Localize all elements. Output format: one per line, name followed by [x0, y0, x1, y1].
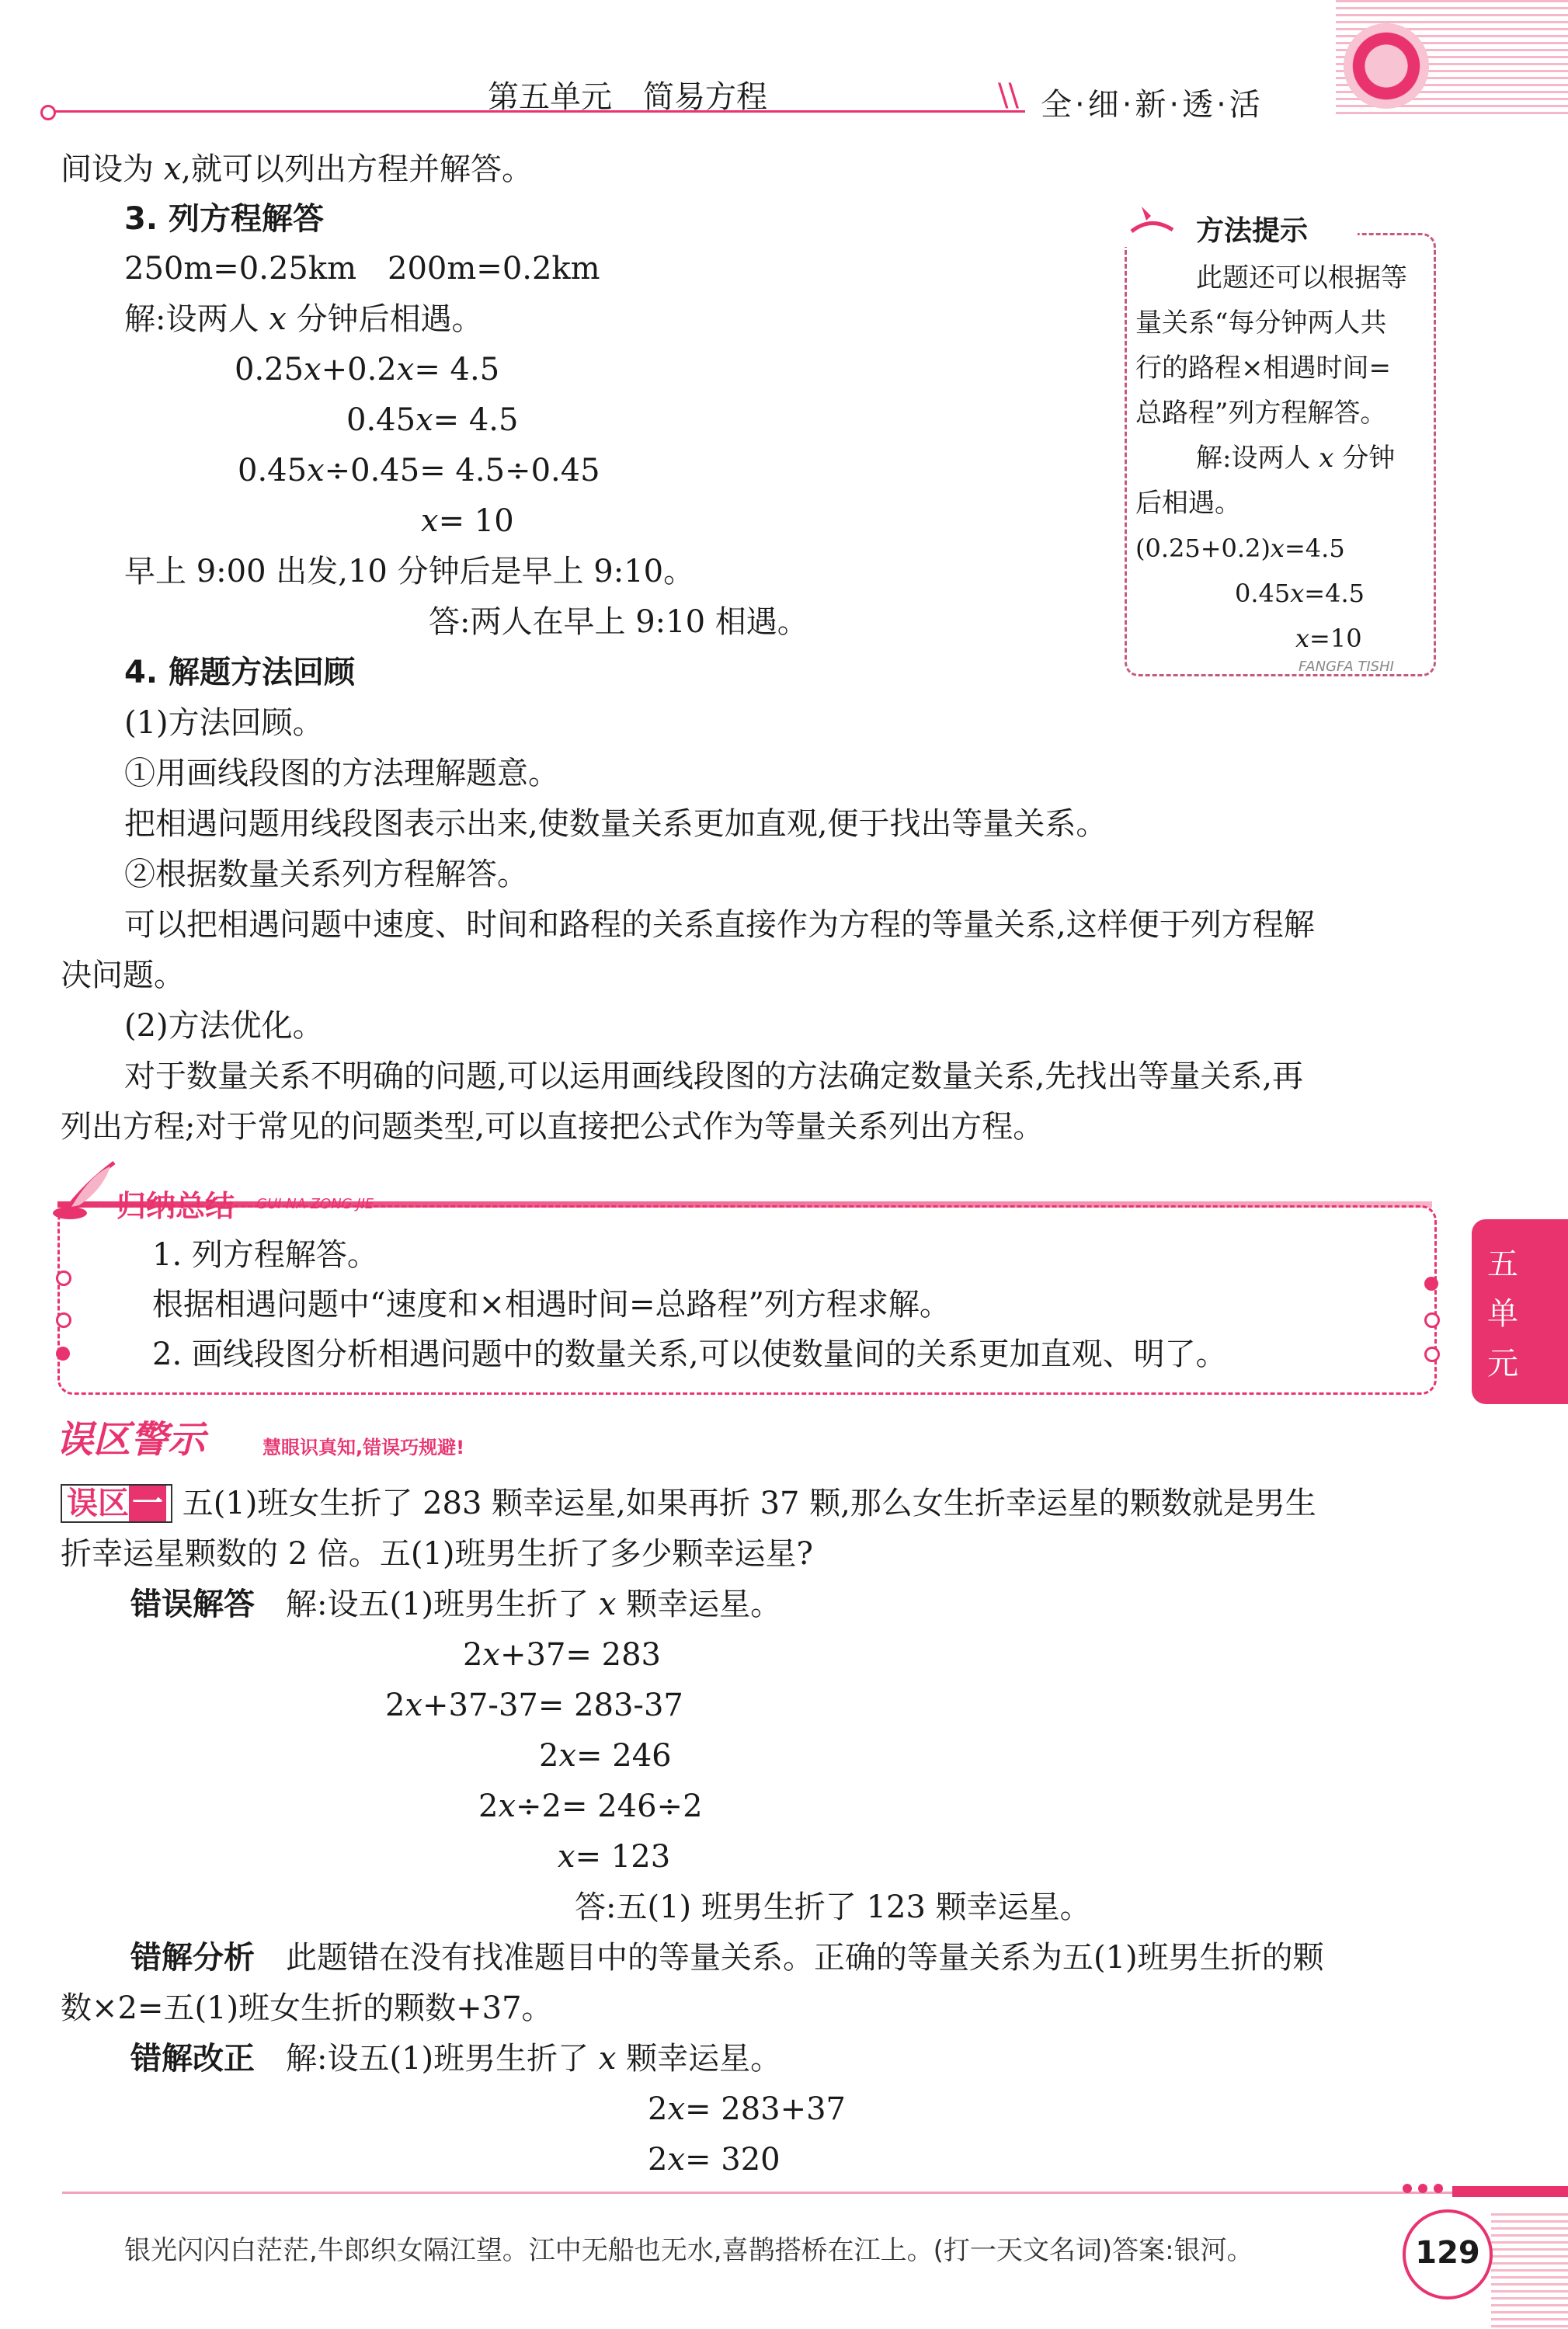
step4-p3: 把相遇问题用线段图表示出来,使数量关系更加直观,便于找出等量关系。	[124, 806, 1107, 842]
tip-equation-3: x=10	[1295, 624, 1362, 653]
slash-mark-icon: \\	[998, 78, 1019, 113]
summary-ring-2	[56, 1312, 71, 1328]
wrong-eq-2: 2x+37-37= 283-37	[385, 1688, 683, 1723]
unit-title: 第五单元 简易方程	[488, 79, 767, 115]
fix-eq-2: 2x= 320	[648, 2142, 781, 2178]
step3-heading: 3. 列方程解答	[124, 201, 324, 237]
tip-line-4: 总路程”列方程解答。	[1135, 398, 1387, 429]
step3-equation-4: x= 10	[421, 503, 514, 539]
summary-dot-left	[56, 1347, 70, 1361]
step3-time: 早上 9:00 出发,10 分钟后是早上 9:10。	[124, 554, 695, 589]
step4-p5a: 可以把相遇问题中速度、时间和路程的关系直接作为方程的等量关系,这样便于列方程解	[124, 907, 1315, 943]
tip-let: 解:设两人 x 分钟	[1196, 443, 1396, 474]
step4-p7a: 对于数量关系不明确的问题,可以运用画线段图的方法确定数量关系,先找出等量关系,再	[124, 1058, 1304, 1094]
step4-p7b: 列出方程;对于常见的问题类型,可以直接把公式作为等量关系列出方程。	[61, 1109, 1045, 1145]
footer-accent-bar	[1452, 2186, 1568, 2197]
mistake-problem-line-1: 误区 一 五(1)班女生折了 283 颗幸运星,如果再折 37 颗,那么女生折幸运星的颗数就是男生	[61, 1482, 1316, 1525]
tip-let-2: 后相遇。	[1135, 488, 1241, 519]
summary-ring-3	[1424, 1312, 1440, 1328]
analysis-line-2: 数×2=五(1)班女生折的颗数+37。	[61, 1990, 553, 2026]
summary-line-1: 1. 列方程解答。	[152, 1237, 378, 1273]
summary-line-3: 2. 画线段图分析相遇问题中的数量关系,可以使数量间的关系更加直观、明了。	[152, 1337, 1227, 1372]
wrong-solution-line: 错误解答 解:设五(1)班男生折了 x 颗幸运星。	[130, 1587, 782, 1622]
step3-let: 解:设两人 x 分钟后相遇。	[124, 301, 483, 337]
summary-pinyin: GUI NA ZONG JIE	[256, 1196, 374, 1212]
step4-heading: 4. 解题方法回顾	[124, 655, 355, 690]
side-tab-char-3: 元	[1487, 1346, 1518, 1382]
footer-dot-1	[1403, 2184, 1412, 2193]
footer-stripes	[1491, 2213, 1568, 2329]
mistake-tag: 误区 一	[61, 1484, 172, 1523]
step4-p5b: 决问题。	[61, 958, 185, 993]
wrong-eq-1: 2x+37= 283	[463, 1637, 662, 1673]
step4-p6: (2)方法优化。	[124, 1008, 324, 1044]
fix-eq-1: 2x= 283+37	[648, 2091, 847, 2127]
fix-solution-line: 错解改正 解:设五(1)班男生折了 x 颗幸运星。	[130, 2041, 782, 2077]
wrong-eq-4: 2x÷2= 246÷2	[478, 1788, 703, 1824]
warning-title: 误区警示	[56, 1418, 206, 1462]
footer-rule	[62, 2192, 1452, 2194]
side-tab-char-1: 五	[1487, 1246, 1518, 1282]
step4-p2: ①用画线段图的方法理解题意。	[124, 756, 559, 791]
summary-ring-1	[56, 1271, 71, 1286]
footer-riddle: 银光闪闪白茫茫,牛郎织女隔江望。江中无船也无水,喜鹊搭桥在江上。(打一天文名词)答案:银河。	[124, 2235, 1253, 2266]
step3-answer: 答:两人在早上 9:10 相遇。	[429, 604, 808, 640]
footer-dot-3	[1434, 2184, 1443, 2193]
summary-ring-4	[1424, 1347, 1440, 1362]
wrong-eq-3: 2x= 246	[539, 1738, 672, 1774]
tip-equation-2: 0.45x=4.5	[1235, 579, 1365, 608]
wrong-answer: 答:五(1) 班男生折了 123 颗幸运星。	[575, 1889, 1091, 1925]
method-tip-title: 方法提示	[1196, 215, 1309, 247]
header-rule-dot	[40, 105, 56, 120]
tip-line-1: 此题还可以根据等	[1196, 262, 1407, 294]
unit-side-tab	[1472, 1219, 1568, 1404]
summary-dot-right	[1424, 1277, 1438, 1291]
step3-equation-1: 0.25x+0.2x= 4.5	[235, 352, 500, 388]
step3-equation-2: 0.45x= 4.5	[346, 402, 519, 438]
tip-pinyin: FANGFA TISHI	[1299, 659, 1394, 675]
mistake-problem-line-2: 折幸运星颗数的 2 倍。五(1)班男生折了多少颗幸运星?	[61, 1536, 813, 1572]
step3-equation-3: 0.45x÷0.45= 4.5÷0.45	[238, 453, 600, 488]
warning-subtitle: 慧眼识真知,错误巧规避!	[262, 1437, 465, 1458]
tip-banner-icon	[1128, 200, 1174, 239]
side-tab-char-2: 单	[1487, 1296, 1518, 1332]
book-logo-icon	[1344, 23, 1429, 109]
wrong-eq-5: x= 123	[558, 1839, 671, 1875]
unit-conversion: 250m=0.25km 200m=0.2km	[124, 251, 600, 287]
summary-line-2: 根据相遇问题中“速度和×相遇时间=总路程”列方程求解。	[152, 1287, 951, 1323]
step4-p4: ②根据数量关系列方程解答。	[124, 857, 528, 892]
analysis-line-1: 错解分析 此题错在没有找准题目中的等量关系。正确的等量关系为五(1)班男生折的颗	[130, 1940, 1324, 1976]
tip-equation-1: (0.25+0.2)x=4.5	[1135, 534, 1345, 563]
footer-dot-2	[1418, 2184, 1427, 2193]
quill-icon	[48, 1159, 118, 1221]
page-number: 129	[1415, 2235, 1480, 2271]
tip-line-3: 行的路程×相遇时间=	[1135, 353, 1391, 384]
intro-line: 间设为 x,就可以列出方程并解答。	[61, 151, 533, 187]
tip-line-2: 量关系“每分钟两人共	[1135, 308, 1387, 339]
slogan: 全·细·新·透·活	[1041, 87, 1264, 123]
step4-p1: (1)方法回顾。	[124, 705, 324, 741]
summary-title: 归纳总结	[116, 1189, 235, 1223]
